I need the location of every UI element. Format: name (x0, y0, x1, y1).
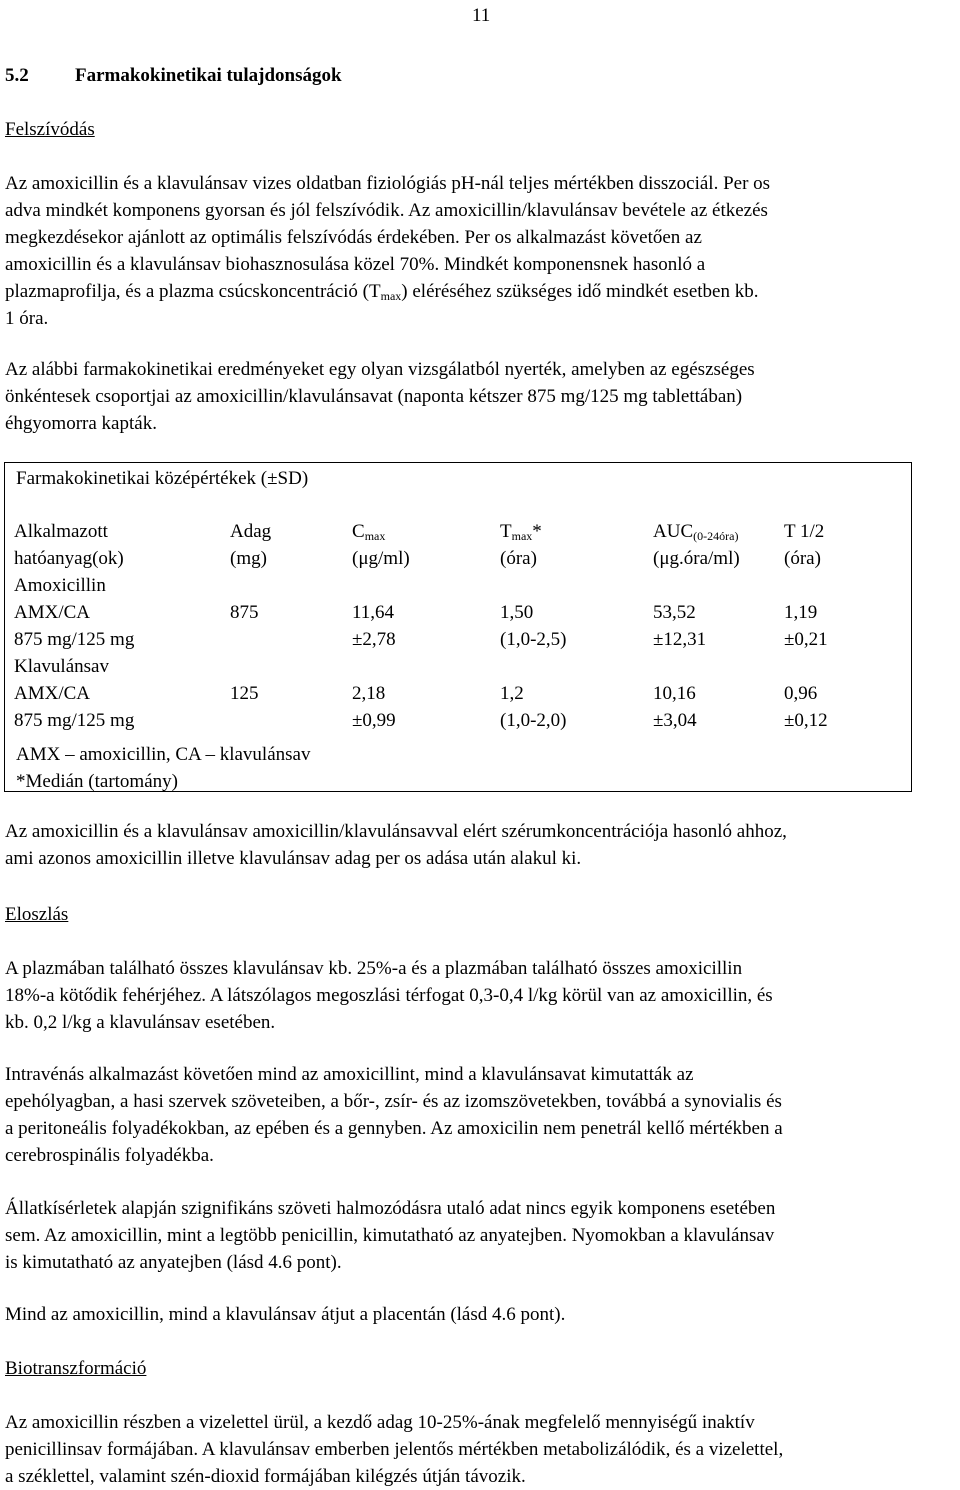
table-cell: (1,0-2,0) (500, 710, 567, 731)
text-line: amoxicillin és a klavulánsav biohasznosulása közel 70%. Mindkét komponensnek hasonló a (5, 254, 706, 275)
biotransformation-heading: Biotranszformáció (5, 1358, 147, 1379)
section-title: Farmakokinetikai tulajdonságok (75, 65, 342, 86)
table-cell: ±12,31 (653, 629, 707, 650)
text-line: Az alábbi farmakokinetikai eredményeket egy olyan vizsgálatból nyerték, amelyben az egészséges (5, 359, 755, 380)
distribution-heading: Eloszlás (5, 904, 69, 925)
table-cell: ±2,78 (352, 629, 396, 650)
header-cell: Alkalmazott (14, 521, 108, 542)
text-line: adva mindkét komponens gyorsan és jól felszívódik. Az amoxicillin/klavulánsav bevétele az étkezés (5, 200, 768, 221)
section-heading (5, 62, 342, 89)
distribution-paragraph-2 (5, 1061, 957, 1169)
header-cell: hatóanyag(ok) (14, 548, 124, 569)
table-cell: 1,50 (500, 602, 534, 623)
table-row (14, 626, 884, 653)
absorption-heading: Felszívódás (5, 119, 95, 140)
distribution-paragraph-3 (5, 1195, 957, 1276)
group-row (14, 653, 884, 680)
page-number: 11 (472, 5, 491, 26)
text-line: penicillinsav formájában. A klavulánsav emberben jelentős mértékben metabolizálódik, és a vizelettel, (5, 1439, 784, 1460)
distribution-paragraph-1 (5, 955, 957, 1036)
header-cell: (μg/ml) (352, 548, 410, 569)
group-name: Klavulánsav (14, 656, 109, 677)
table-cell: 10,16 (653, 683, 696, 704)
pk-table-box (4, 462, 912, 792)
table-cell: 125 (230, 683, 259, 704)
header-cell: T 1/2 (784, 521, 825, 542)
text-line: Állatkísérletek alapján szignifikáns szöveti halmozódásra utaló adat nincs egyik komponens esetében (5, 1198, 776, 1219)
text-line: epehólyagban, a hasi szervek szöveteiben, a bőr-, zsír- és az izomszövetekben, továbbá a synovialis és (5, 1091, 782, 1112)
text-line: kb. 0,2 l/kg a klavulánsav esetében. (5, 1012, 276, 1033)
after-table-paragraph (5, 818, 957, 872)
distribution-paragraph-4 (5, 1301, 957, 1328)
table-cell: 0,96 (784, 683, 818, 704)
table-footnote-median: *Medián (tartomány) (16, 771, 178, 792)
text-line: 1 óra. (5, 308, 49, 329)
text-line: cerebrospinális folyadékba. (5, 1145, 214, 1166)
table-row (14, 599, 884, 626)
header-cell: $AUC_{(0-24óra)}$ (653, 521, 739, 543)
table-cell: 1,2 (500, 683, 524, 704)
pk-table (14, 518, 884, 734)
table-cell: ±0,99 (352, 710, 396, 731)
table-header-row (14, 518, 884, 545)
table-header-row (14, 545, 884, 572)
text-line: Mind az amoxicillin, mind a klavulánsav átjut a placentán (lásd 4.6 pont). (5, 1304, 566, 1325)
text-line: éhgyomorra kapták. (5, 413, 157, 434)
table-cell: AMX/CA (14, 602, 91, 623)
table-cell: 1,19 (784, 602, 818, 623)
table-cell: 11,64 (352, 602, 395, 623)
table-cell: AMX/CA (14, 683, 91, 704)
table-cell: 875 mg/125 mg (14, 629, 135, 650)
header-cell: $T_{max}*$ (500, 521, 542, 543)
table-cell: 875 (230, 602, 259, 623)
table-row (14, 707, 884, 734)
table-cell: 2,18 (352, 683, 386, 704)
table-row (14, 680, 884, 707)
table-cell: ±0,21 (784, 629, 828, 650)
table-cell (230, 707, 352, 734)
text-line: plazmaprofilja, és a plazma csúcskoncentráció $(T_{max})$ eléréséhez szükséges idő mindkét esetben kb. (5, 281, 759, 303)
text-line: A plazmában található összes klavulánsav kb. 25%-a és a plazmában található összes amoxicillin (5, 958, 743, 979)
header-cell: Adag (230, 521, 272, 542)
group-row (14, 572, 884, 599)
table-footnote-abbreviations: AMX – amoxicillin, CA – klavulánsav (16, 744, 311, 765)
table-cell: 875 mg/125 mg (14, 710, 135, 731)
absorption-paragraph-1 (5, 170, 957, 332)
text-line: Az amoxicillin és a klavulánsav amoxicillin/klavulánsavval elért szérumkoncentrációja hasonló ahhoz, (5, 821, 787, 842)
text-line: megkezdésekor ajánlott az optimális felszívódás érdekében. Per os alkalmazást követően az (5, 227, 702, 248)
table-cell (230, 626, 352, 653)
biotransformation-paragraph (5, 1409, 957, 1490)
header-cell: (μg.óra/ml) (653, 548, 740, 569)
pk-table-title: Farmakokinetikai középértékek (±SD) (16, 468, 309, 489)
table-cell: 53,52 (653, 602, 696, 623)
text-line: ami azonos amoxicillin illetve klavulánsav adag per os adása után alakul ki. (5, 848, 582, 869)
table-cell: (1,0-2,5) (500, 629, 567, 650)
header-cell: $C_{max}$ (352, 521, 386, 543)
text-line: a peritoneális folyadékokban, az epében és a gennyben. Az amoxicilin nem penetrál kellő mértékben a (5, 1118, 783, 1139)
table-cell: ±3,04 (653, 710, 697, 731)
header-cell: (óra) (784, 548, 821, 569)
header-cell: (óra) (500, 548, 537, 569)
text-line: is kimutatható az anyatejben (lásd 4.6 pont). (5, 1252, 342, 1273)
text-line: Intravénás alkalmazást követően mind az amoxicillint, mind a klavulánsavat kimutatták az (5, 1064, 694, 1085)
table-cell: ±0,12 (784, 710, 828, 731)
text-line: sem. Az amoxicillin, mint a legtöbb penicillin, kimutatható az anyatejben. Nyomokban a klavulánsav (5, 1225, 775, 1246)
group-name: Amoxicillin (14, 575, 106, 596)
text-line: 18%-a kötődik fehérjéhez. A látszólagos megoszlási térfogat 0,3-0,4 l/kg körül van az amoxicillin, és (5, 985, 773, 1006)
text-line: önkéntesek csoportjai az amoxicillin/klavulánsavat (naponta kétszer 875 mg/125 mg tablettában) (5, 386, 743, 407)
header-cell: (mg) (230, 548, 267, 569)
absorption-paragraph-2 (5, 356, 957, 437)
text-line: Az amoxicillin részben a vizelettel ürül, a kezdő adag 10-25%-ának megfelelő mennyiségű inaktív (5, 1412, 755, 1433)
text-line: a széklettel, valamint szén-dioxid formájában kilégzés útján távozik. (5, 1466, 526, 1487)
section-number: 5.2 (5, 65, 29, 86)
text-line: Az amoxicillin és a klavulánsav vizes oldatban fiziológiás pH-nál teljes mértékben disszociál. Per os (5, 173, 771, 194)
